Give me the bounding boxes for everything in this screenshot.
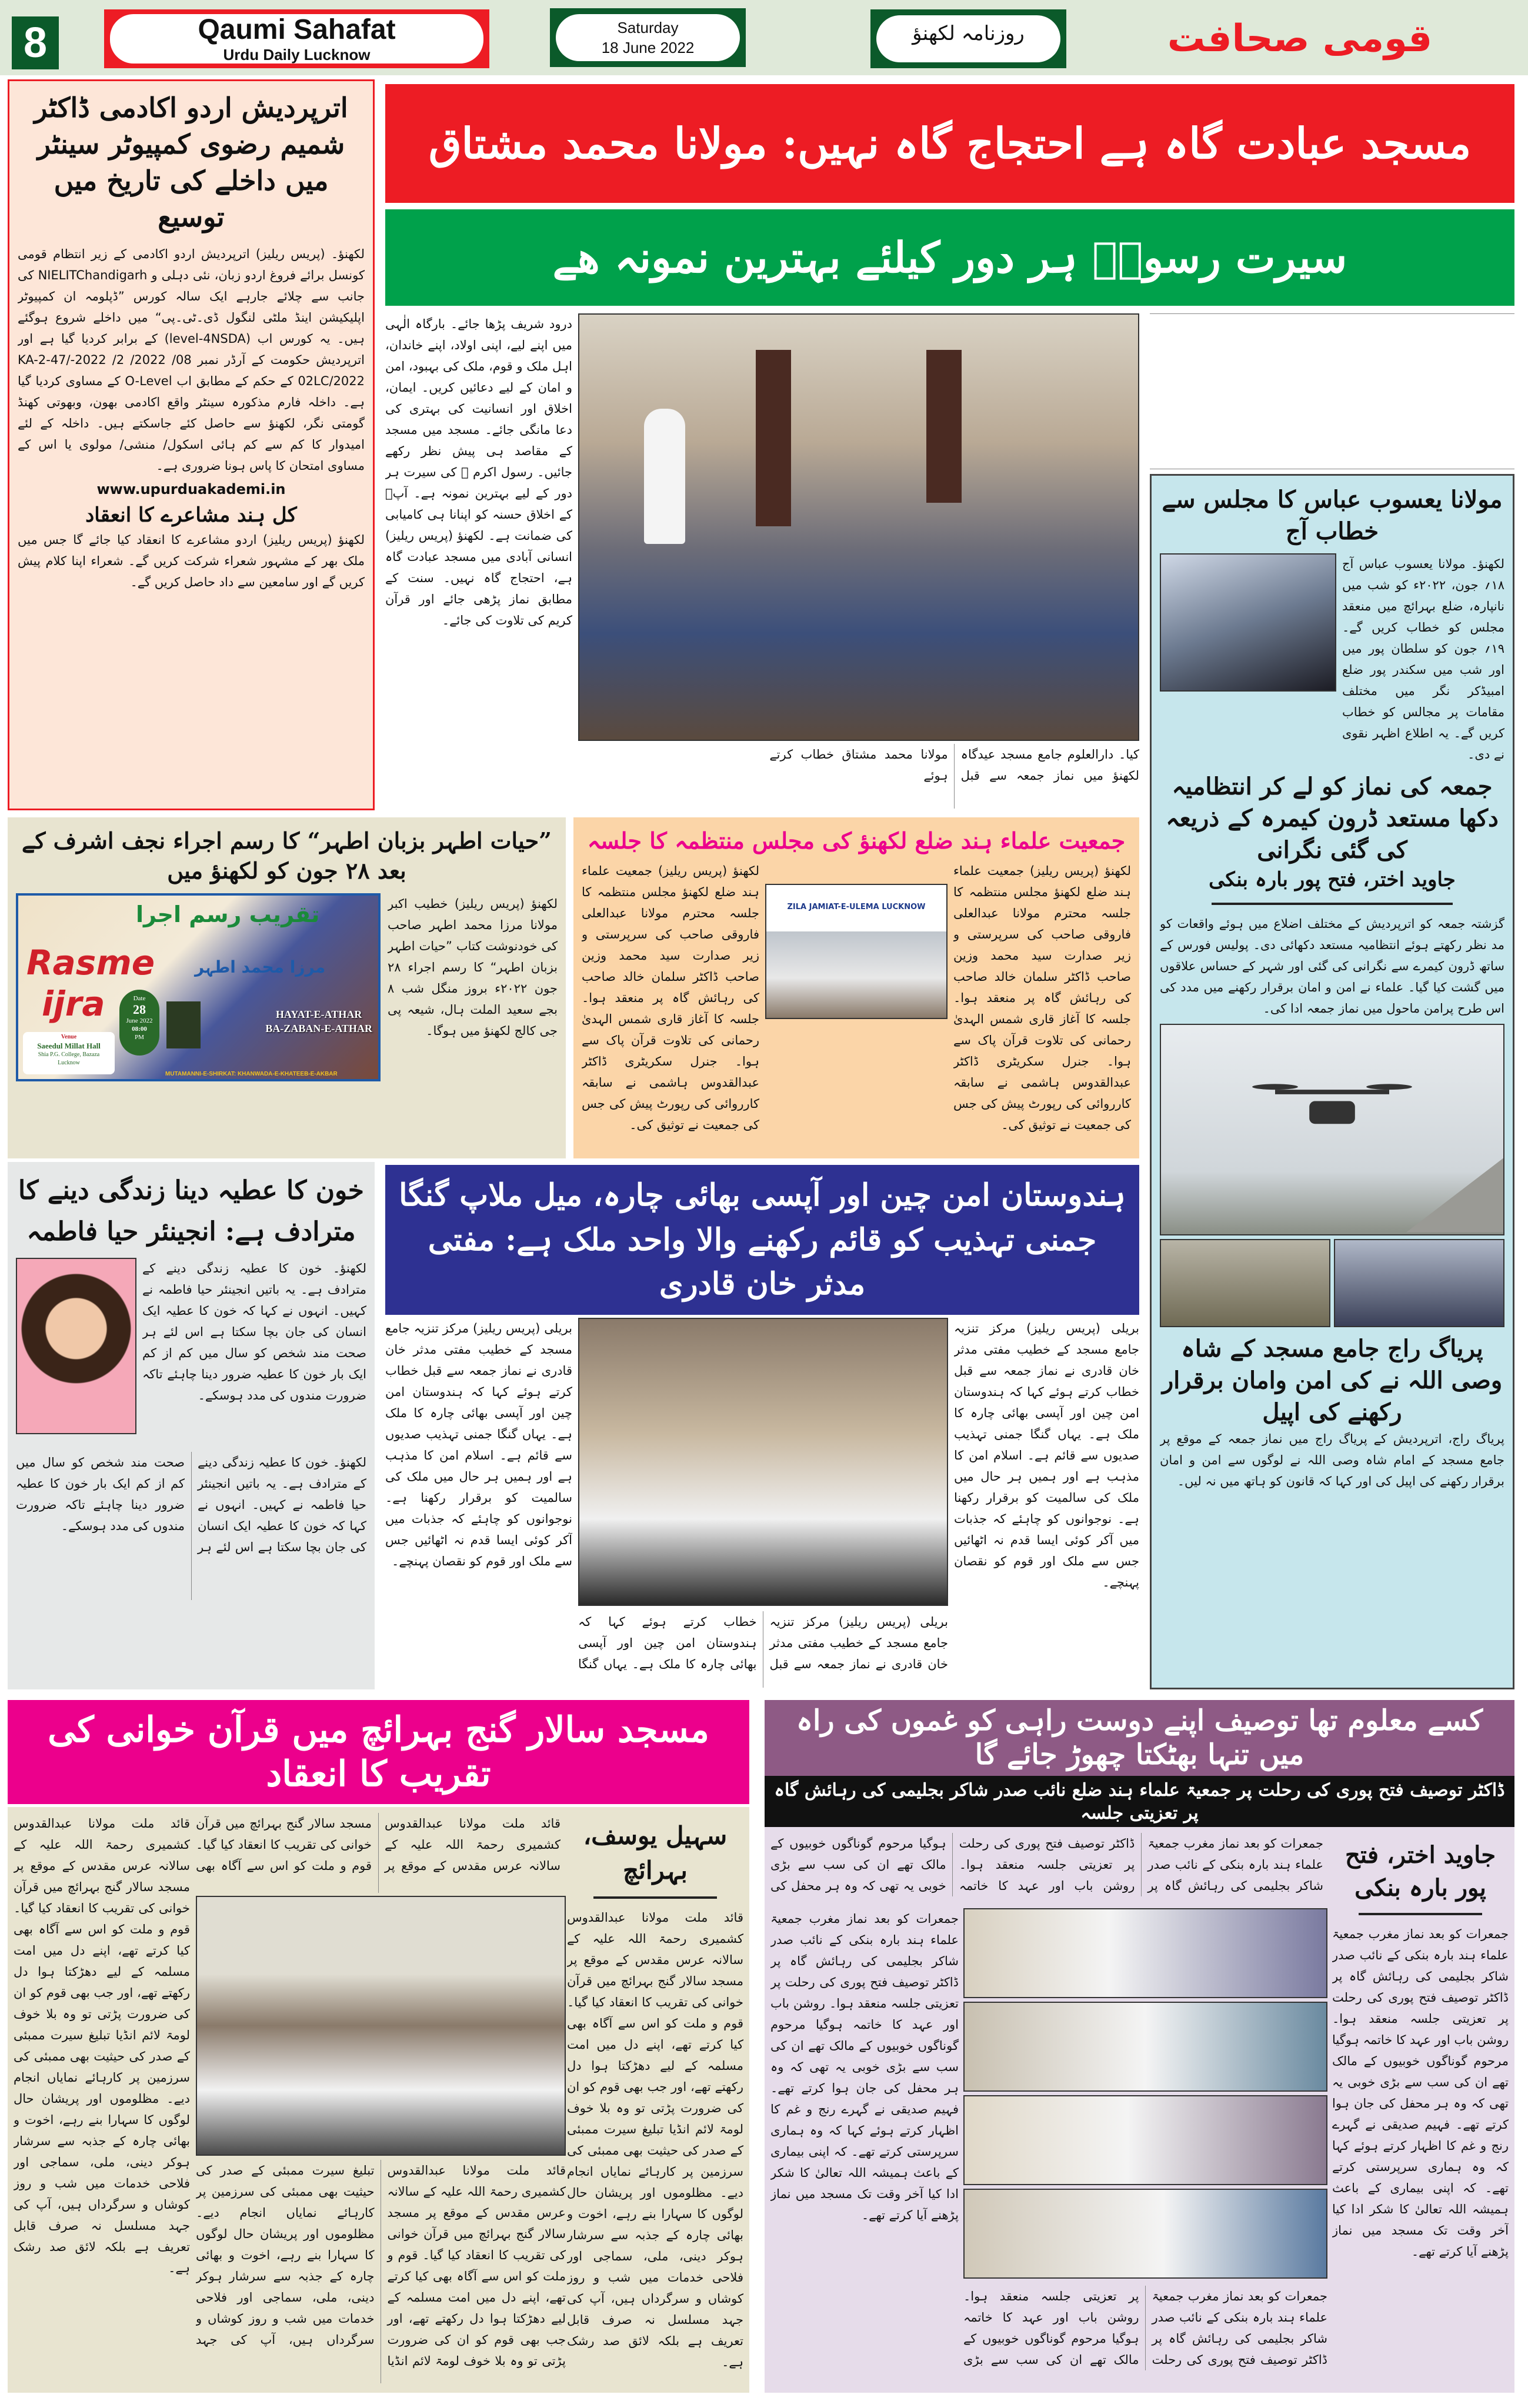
quran-body-left: قائد ملت مولانا عبدالقدوس کشمیری رحمۃ اللہ علیہ کے سالانہ عرس مقدس کے موقع پر مسجد سالار گنج بہرائچ میں قرآن خوانی کی تقریب کا انعقاد کیا گیا۔ قوم و ملت کو اس سے آگاہ بھی کیا کرتے تھے، اپنے دل میں امت مسلمہ کے لیے دھڑکتا ہوا دل رکھتے تھے، اور جب بھی قوم کو ان کی ضرورت پڑتی تو وہ بلا خوف لومۃ لائم انڈیا تبلیغ سیرت ممبئی کے صدر کی حیثیت بھی ممبئی کی سرزمین پر کارہائے نمایاں انجام دیے۔ مظلوموں اور پریشان حال لوگوں کا سہارا بنے رہے، اخوت و بھائی چارہ کے جذبہ سے سرشار ہوکر دینی، ملی، سماجی اور فلاحی خدمات میں شب و روز کوشاں و سرگرداں ہیں، آپ کی جہد مسلسل نہ صرف قابل تعریف ہے بلکہ لائق صد رشک ہے۔ <box>14 1816 190 2275</box>
police-vehicle-photo <box>1334 1239 1504 1327</box>
right-news-panel <box>1150 474 1514 1689</box>
poster-footer: MUTAMANNI-E-SHIRKAT: KHANWADA-E-KHATEEB-E-AKBAR <box>165 1070 338 1077</box>
poster-title-rasme: Rasme <box>26 942 155 983</box>
jamiat-title: جمعیت علماء ہند ضلع لکھنؤ کی مجلس منتظمہ کا جلسہ <box>587 827 1126 854</box>
jamiat-body-cont: لکھنؤ (پریس ریلیز) جمعیت علماء ہند ضلع لکھنؤ مجلس منتظمہ کا جلسہ محترم مولانا عبدالعلی فاروقی صاحب کی سرپرستی و زیر صدارت سید محمد وزین صاحب ڈاکٹر سلمان خالد صاحب کی رہائش گاہ پر منعقد ہوا۔ جلسہ کا آغاز قاری شمس الہدیٰ رحمانی کی تلاوت قرآن پاک سے ہوا۔ جنرل سکریٹری ڈاکٹر عبدالقدوس ہاشمی نے سابقہ کارروائی کی رپورٹ پیش کی جس کی جمعیت نے توثیق کی۔ <box>582 864 759 1133</box>
pillar <box>756 350 791 526</box>
unity-photo-caption: بریلی (پریس ریلیز) مرکز تنزیہ جامع مسجد کے خطیب مفتی مدثر خان قادری نے نماز جمعہ سے قبل خطاب کرتے ہوئے کہا کہ ہندوستان امن چین اور آپسی بھائی چارہ کا ملک ہے۔ یہاں گنگا <box>578 1615 948 1671</box>
weekday: Saturday <box>617 19 679 36</box>
page-number: 8 <box>12 16 59 69</box>
condolence-photo <box>963 2189 1327 2279</box>
blood-body-cont: لکھنؤ۔ خون کا عطیہ زندگی دینے کے مترادف ہے۔ یہ باتیں انجینئر حیا فاطمہ نے کہیں۔ انہوں نے کہا کہ خون کا عطیہ ایک انسان کی جان بچا سکتا ہے اس لئے ہر صحت مند شخص کو سال میں کم از کم ایک بار خون کا عطیہ ضرور دینا چاہئے تاکہ ضرورت مندوں کی مدد ہوسکے۔ <box>16 1455 366 1554</box>
drone-photo <box>1160 1024 1504 1235</box>
blood-title: خون کا عطیہ دینا زندگی دینے کا مترادف ہے: انجینئر حیا فاطمہ <box>18 1175 364 1247</box>
poster-time: 08:00 <box>132 1025 147 1033</box>
quran-article <box>8 1807 749 2393</box>
tauseef-headline: کسے معلوم تھا توصیف اپنے دوست راہی کو غموں کی راہ میں تنہا بھٹکتا چھوڑ جائے گا <box>765 1700 1514 1776</box>
speaker-figure <box>644 409 685 544</box>
roznama-box <box>870 9 1066 68</box>
drone-icon <box>1161 1025 1503 1234</box>
jamiat-photo: ZILA JAMIAT-E-ULEMA LUCKNOW <box>765 884 948 1019</box>
urdu-academy-article <box>8 79 375 810</box>
unity-headline: ہندوستان امن چین اور آپسی بھائی چارہ، میل ملاپ گنگا جمنی تہذیب کو قائم رکھنے والا واحد ملک ہے: مفتی مدثر خان قادری <box>385 1165 1139 1315</box>
tauseef-body-top: جمعرات کو بعد نماز مغرب جمعیۃ علماء ہند بارہ بنکی کے نائب صدر شاکر بجلیمی کی رہائش گاہ پر ڈاکٹر توصیف فتح پوری کی رحلت پر تعزیتی جلسہ منعقد ہوا۔ روشن باب اور عہد کا خاتمہ ہوگیا مرحوم گوناگوں خوبیوں کے مالک تھے ان کی سب سے بڑی خوبی یہ تھی کہ وہ ہر محفل کی <box>770 1836 1323 1893</box>
unity-body-right: بریلی (پریس ریلیز) مرکز تنزیہ جامع مسجد کے خطیب مفتی مدثر خان قادری نے نماز جمعہ سے قبل خطاب کرتے ہوئے کہا کہ ہندوستان امن چین اور آپسی بھائی چارہ کا ملک ہے۔ یہاں گنگا جمنی تہذیب صدیوں سے قائم ہے۔ اسلام امن کا مذہب ہے اور ہمیں ہر حال میں ملک کی سالمیت کو برقرار رکھنا ہے۔ نوجوانوں کو چاہئے کہ جذبات میں آکر کوئی ایسا قدم نہ اٹھائیں جس سے ملک اور قوم کو نقصان پہنچے۔ <box>954 1321 1139 1589</box>
lead-column-rule <box>1150 313 1514 469</box>
poster-book-line2: BA-ZABAN-E-ATHAR <box>265 1022 372 1034</box>
divider <box>1359 1913 1482 1915</box>
tauseef-body-left: جمعرات کو بعد نماز مغرب جمعیۃ علماء ہند بارہ بنکی کے نائب صدر شاکر بجلیمی کی رہائش گاہ پر ڈاکٹر توصیف فتح پوری کی رحلت پر تعزیتی جلسہ منعقد ہوا۔ روشن باب اور عہد کا خاتمہ ہوگیا مرحوم گوناگوں خوبیوں کے مالک تھے ان کی سب سے بڑی خوبی یہ تھی کہ وہ ہر محفل کی جان ہوا کرتے تھے۔ فہیم صدیقی نے گہرے رنج و غم کا اظہار کرتے ہوئے کہا کہ وہ ہماری سرپرستی کرتے تھے۔ کہ اپنی بیماری کے باعث ہمیشہ اللہ تعالیٰ کا شکر ادا کیا آخر وقت تک مسجد میں نماز پڑھنے آیا کرتے تھے۔ <box>770 1912 959 2222</box>
tauseef-body-bottom: جمعرات کو بعد نماز مغرب جمعیۃ علماء ہند بارہ بنکی کے نائب صدر شاکر بجلیمی کی رہائش گاہ پر ڈاکٹر توصیف فتح پوری کی رحلت پر تعزیتی جلسہ منعقد ہوا۔ روشن باب اور عہد کا خاتمہ ہوگیا مرحوم گوناگوں خوبیوں کے مالک تھے ان کی سب سے بڑی <box>963 2289 1327 2367</box>
hayat-article <box>8 817 566 1158</box>
poster-venue-name: Saeedul Millat Hall <box>37 1041 101 1050</box>
issue-date: 18 June 2022 <box>601 39 695 56</box>
poster-urdu-title: تقریب رسم اجرا <box>136 901 320 927</box>
poster-date-badge <box>119 990 159 1056</box>
lead-subheadline: سیرت رسولؐ ہر دور کیلئے بہترین نمونہ ھے <box>385 209 1514 306</box>
quran-khwani-photo <box>196 1896 566 2156</box>
quran-byline: سہیل یوسف، بہرائچ <box>583 1821 728 1885</box>
date-box <box>550 8 746 67</box>
condolence-photo <box>963 1908 1327 1998</box>
poster-venue-label: Venue <box>61 1033 77 1040</box>
book-cover <box>166 1001 201 1048</box>
hayat-title: ”حیات اطہر بزبان اطہر“ کا رسم اجراء نجف اشرف کے بعد ۲۸ جون کو لکھنؤ میں <box>22 827 552 884</box>
poster-title-ijra: ijra <box>42 983 105 1024</box>
unity-body-left: بریلی (پریس ریلیز) مرکز تنزیہ جامع مسجد کے خطیب مفتی مدثر خان قادری نے نماز جمعہ سے قبل خطاب کرتے ہوئے کہا کہ ہندوستان امن چین اور آپسی بھائی چارہ کا ملک ہے۔ یہاں گنگا جمنی تہذیب صدیوں سے قائم ہے۔ اسلام امن کا مذہب ہے اور ہمیں ہر حال میں ملک کی سالمیت کو برقرار رکھنا ہے۔ نوجوانوں کو چاہئے کہ جذبات میں آکر کوئی ایسا قدم نہ اٹھائیں جس سے ملک اور قوم کو نقصان پہنچے۔ <box>385 1321 572 1568</box>
poster-book-line1: HAYAT-E-ATHAR <box>275 1008 362 1020</box>
poster-ampm: PM <box>135 1033 144 1041</box>
yasoob-body: لکھنؤ۔ مولانا یعسوب عباس آج ۱۸؍ جون، ۲۰۲۲ء کو شب میں نانپارہ، ضلع بہرائچ میں منعقد مجلس کو خطاب کریں گے۔ ۱۹؍ جون کو سلطان پور میں اور شب میں سکندر پور ضلع امبیڈکر نگر میں مختلف مقامات پر مجالس کو خطاب کریں گے۔ یہ اطلاع اظہر نقوی نے دی۔ <box>1342 557 1504 762</box>
jamiat-article <box>573 817 1139 1158</box>
subarticle-body: لکھنؤ (پریس ریلیز) اردو مشاعرے کا انعقاد کیا جائے گا جس میں ملک بھر کے مشہور شعراء شرکت کریں گے۔ شعراء اپنا کلام پیش کریں گے اور سامعین سے داد حاصل کریں گے۔ <box>18 533 365 590</box>
prayagraj-body: پریاگ راج، اترپردیش کے پریاگ راج میں نماز جمعہ کے موقع پر جامع مسجد کے امام شاہ وصی اللہ نے لوگوں سے امن و امان برقرار رکھنے کی اپیل کی اور کہا کہ قانون کو ہاتھ میں نہ لیں۔ <box>1160 1431 1504 1488</box>
condolence-photo <box>963 2095 1327 2185</box>
poster-venue-address: Shia P.G. College, Bazaza <box>38 1051 100 1058</box>
lead-body-left: درود شریف پڑھا جائے۔ بارگاہ الٰہی میں اپنے لیے، اپنی اولاد، اپنے خاندان، اہل ملک و قوم، ملک کی بہبود، امن و امان کے لیے دعائیں کریں۔ ایمان، اخلاق اور انسانیت کی بہتری کی دعا مانگی جائے۔ مسجد میں مسجد کے مقاصد ہی پیش نظر رکھے جائیں۔ رسول اکرم ﷺ کی سیرت ہر دور کے لیے بہترین نمونہ ہے۔ آپؐ کے اخلاق حسنہ کو اپنانا ہی کامیابی کی ضمانت ہے۔ لکھنؤ (پریس ریلیز) انسانی آبادی میں مسجد عبادت گاہ ہے، احتجاج گاہ نہیں۔ سنت کے مطابق نماز پڑھی جائے اور قرآن کریم کی تلاوت کی جائے۔ <box>385 317 572 627</box>
poster-venue-city: Lucknow <box>58 1059 80 1066</box>
poster-book-title <box>265 1007 372 1036</box>
divider <box>593 1896 717 1899</box>
poster-day: 28 <box>133 1001 146 1017</box>
urdu-logo: قومی صحافت <box>1167 17 1433 61</box>
rasme-ijra-poster <box>16 893 381 1081</box>
blood-donation-article <box>8 1162 375 1689</box>
quran-body-right: قائد ملت مولانا عبدالقدوس کشمیری رحمۃ اللہ علیہ کے سالانہ عرس مقدس کے موقع پر مسجد سالار گنج بہرائچ میں قرآن خوانی کی تقریب کا انعقاد کیا گیا۔ قوم و ملت کو اس سے آگاہ بھی کیا کرتے تھے، اپنے دل میں امت مسلمہ کے لیے دھڑکتا ہوا دل رکھتے تھے، اور جب بھی قوم کو ان کی ضرورت پڑتی تو وہ بلا خوف لومۃ لائم انڈیا تبلیغ سیرت ممبئی کے صدر کی حیثیت بھی ممبئی کی سرزمین پر کارہائے نمایاں انجام دیے۔ مظلوموں اور پریشان حال لوگوں کا سہارا بنے رہے، اخوت و بھائی چارہ کے جذبہ سے سرشار ہوکر دینی، ملی، سماجی اور فلاحی خدمات میں شب و روز کوشاں و سرگرداں ہیں، آپ کی جہد مسلسل نہ صرف قابل تعریف ہے بلکہ لائق صد رشک ہے۔ <box>567 1910 743 2369</box>
website-link[interactable]: www.upurduakademi.in <box>96 481 286 498</box>
article-title: اترپردیش اردو اکادمی ڈاکٹر شمیم رضوی کمپیوٹر سینٹر میں داخلے کی تاریخ میں توسیع <box>34 92 348 233</box>
condolence-photos <box>963 1908 1327 2279</box>
lead-photo-caption: کیا۔ دارالعلوم جامع مسجد عیدگاہ لکھنؤ میں نماز جمعہ سے قبل مولانا محمد مشتاق خطاب کرتے ہوئے <box>769 747 1139 783</box>
maulana-portrait <box>1160 553 1336 692</box>
blood-body: لکھنؤ۔ خون کا عطیہ زندگی دینے کے مترادف ہے۔ یہ باتیں انجینئر حیا فاطمہ نے کہیں۔ انہوں نے کہا کہ خون کا عطیہ ایک انسان کی جان بچا سکتا ہے اس لئے ہر صحت مند شخص کو سال میں کم از کم ایک بار خون کا عطیہ ضرور دینا چاہئے تاکہ ضرورت مندوں کی مدد ہوسکے۔ <box>142 1261 366 1402</box>
poster-date-label: Date <box>133 994 146 1002</box>
hayat-body: لکھنؤ (پریس ریلیز) خطیب اکبر مولانا مرزا محمد اطہر صاحب کی خودنوشت کتاب ”حیات اطہر بزبان اطہر“ کا رسم اجراء ۲۸ جون ۲۰۲۲ء بروز منگل شب ۸ بجے سعید الملت ہال، شیعہ پی جی کالج لکھنؤ میں ہوگا۔ <box>388 896 558 1038</box>
subarticle-title: کل ہند مشاعرے کا انعقاد <box>85 503 297 527</box>
quran-body-bottom: قائد ملت مولانا عبدالقدوس کشمیری رحمۃ اللہ علیہ کے سالانہ عرس مقدس کے موقع پر مسجد سالار گنج بہرائچ میں قرآن خوانی کی تقریب کا انعقاد کیا گیا۔ قوم و ملت کو اس سے آگاہ بھی کیا کرتے تھے، اپنے دل میں امت مسلمہ کے لیے دھڑکتا ہوا دل رکھتے تھے، اور جب بھی قوم کو ان کی ضرورت پڑتی تو وہ بلا خوف لومۃ لائم انڈیا تبلیغ سیرت ممبئی کے صدر کی حیثیت بھی ممبئی کی سرزمین پر کارہائے نمایاں انجام دیے۔ مظلوموں اور پریشان حال لوگوں کا سہارا بنے رہے، اخوت و بھائی چارہ کے جذبہ سے سرشار ہوکر دینی، ملی، سماجی اور فلاحی خدمات میں شب و روز کوشاں و سرگرداں ہیں، آپ کی جہد <box>196 2163 566 2368</box>
drone-title: جمعہ کی نماز کو لے کر انتظامیہ دکھا مستعد ڈرون کیمرہ کے ذریعہ کی گئی نگرانی <box>1166 773 1499 864</box>
unity-mosque-photo <box>578 1318 948 1606</box>
prayagraj-title: پریاگ راج جامع مسجد کے شاہ وصی اللہ نے کی امن وامان برقرار رکھنے کی اپیل <box>1162 1334 1503 1426</box>
haya-fatima-photo <box>16 1258 136 1434</box>
police-photo <box>1160 1239 1330 1327</box>
tauseef-subheadline: ڈاکٹر توصیف فتح پوری کی رحلت پر جمعیۃ علماء ہند ضلع نائب صدر شاکر بجلیمی کی رہائش گاہ پر تعزیتی جلسہ <box>765 1776 1514 1827</box>
yasoob-title: مولانا یعسوب عباس کا مجلس سے خطاب آج <box>1162 486 1503 545</box>
newspaper-name-box <box>104 9 489 68</box>
drone-body: گزشتہ جمعہ کو اترپردیش کے مختلف اضلاع میں ہوئے واقعات کو مد نظر رکھتے ہوئے انتظامیہ مستعد دکھائی دی۔ پولیس فورس کے ساتھ ڈرون کیمرے سے نگرانی کی گئی اور شہر کے حساس علاقوں میں گشت کیا گیا۔ علماء نے امن و امان برقرار رکھنے میں مدد کی اس طرح پرامن ماحول میں نماز جمعہ ادا کی۔ <box>1160 916 1504 1016</box>
lead-headline: مسجد عبادت گاہ ہے احتجاج گاہ نہیں: مولانا محمد مشتاق <box>385 84 1514 203</box>
condolence-photo <box>963 2002 1327 2092</box>
quran-body-top: قائد ملت مولانا عبدالقدوس کشمیری رحمۃ اللہ علیہ کے سالانہ عرس مقدس کے موقع پر مسجد سالار گنج بہرائچ میں قرآن خوانی کی تقریب کا انعقاد کیا گیا۔ قوم و ملت کو اس سے آگاہ بھی <box>196 1816 561 1873</box>
roznama-label: روزنامہ لکھنؤ <box>876 15 1060 62</box>
newspaper-name: Qaumi Sahafat <box>198 14 396 45</box>
poster-venue <box>23 1032 115 1074</box>
tauseef-article <box>765 1827 1514 2393</box>
mosque-gathering-photo <box>578 313 1139 741</box>
tauseef-body-right: جمعرات کو بعد نماز مغرب جمعیۃ علماء ہند بارہ بنکی کے نائب صدر شاکر بجلیمی کی رہائش گاہ پر ڈاکٹر توصیف فتح پوری کی رحلت پر تعزیتی جلسہ منعقد ہوا۔ روشن باب اور عہد کا خاتمہ ہوگیا مرحوم گوناگوں خوبیوں کے مالک تھے ان کی سب سے بڑی خوبی یہ تھی کہ وہ ہر محفل کی جان ہوا کرتے تھے۔ فہیم صدیقی نے گہرے رنج و غم کا اظہار کرتے ہوئے کہا کہ وہ ہماری سرپرستی کرتے تھے۔ کہ اپنی بیماری کے باعث ہمیشہ اللہ تعالیٰ کا شکر ادا کیا آخر وقت تک مسجد میں نماز پڑھنے آیا کرتے تھے۔ <box>1332 1927 1509 2259</box>
jamiat-body: لکھنؤ (پریس ریلیز) جمعیت علماء ہند ضلع لکھنؤ مجلس منتظمہ کا جلسہ محترم مولانا عبدالعلی فاروقی صاحب کی سرپرستی و زیر صدارت سید محمد وزین صاحب ڈاکٹر سلمان خالد صاحب کی رہائش گاہ پر منعقد ہوا۔ جلسہ کا آغاز قاری شمس الہدیٰ رحمانی کی تلاوت قرآن پاک سے ہوا۔ جنرل سکریٹری ڈاکٹر عبدالقدوس ہاشمی نے سابقہ کارروائی کی رپورٹ پیش کی جس کی جمعیت نے توثیق کی۔ <box>953 864 1131 1133</box>
newspaper-tagline: Urdu Daily Lucknow <box>223 46 371 64</box>
drone-byline: جاوید اختر، فتح پور بارہ بنکی <box>1209 868 1456 891</box>
pillar <box>926 350 962 503</box>
quran-headline: مسجد سالار گنج بہرائچ میں قرآن خوانی کی تقریب کا انعقاد <box>8 1700 749 1804</box>
poster-urdu-name: مرزا محمد اطہر <box>195 957 326 977</box>
poster-month: June 2022 <box>126 1017 153 1024</box>
divider <box>1212 903 1453 905</box>
article-body: لکھنؤ۔ (پریس ریلیز) اترپردیش اردو اکادمی کے زیر انتظام قومی کونسل برائے فروغ اردو زبان، نئی دہلی و NIELITChandigarh کی جانب سے چلائے جارہے ایک سالہ کورس ”ڈپلومہ ان کمپیوٹر اپلیکیشن اینڈ ملٹی لنگول ڈی۔ٹی۔پی“ میں داخلے شروع ہوگئے ہیں۔ یہ کورس اب (level-4NSDA) کے برابر کردیا گیا ہے اور اترپردیش حکومت کے آرڈر نمبر 08/ 2022/ 2/ 2022-KA-2-47/ 02LC/2022 کے حکم کے مطابق اب O-Level کے مساوی کردیا گیا ہے۔ داخلہ فارم مذکورہ سینٹر واقع اکادمی بھون، وبھوتی کھنڈ گومتی نگر، لکھنؤ سے حاصل کئے جاسکتے ہیں۔ داخلہ کے لئے امیدوار کا کم سے کم ہائی اسکول/ منشی/ مولوی یا اس کے مساوی امتحان کا پاس ہونا ضروری ہے۔ <box>18 247 365 473</box>
tauseef-byline: جاوید اختر، فتح پور بارہ بنکی <box>1344 1841 1496 1902</box>
